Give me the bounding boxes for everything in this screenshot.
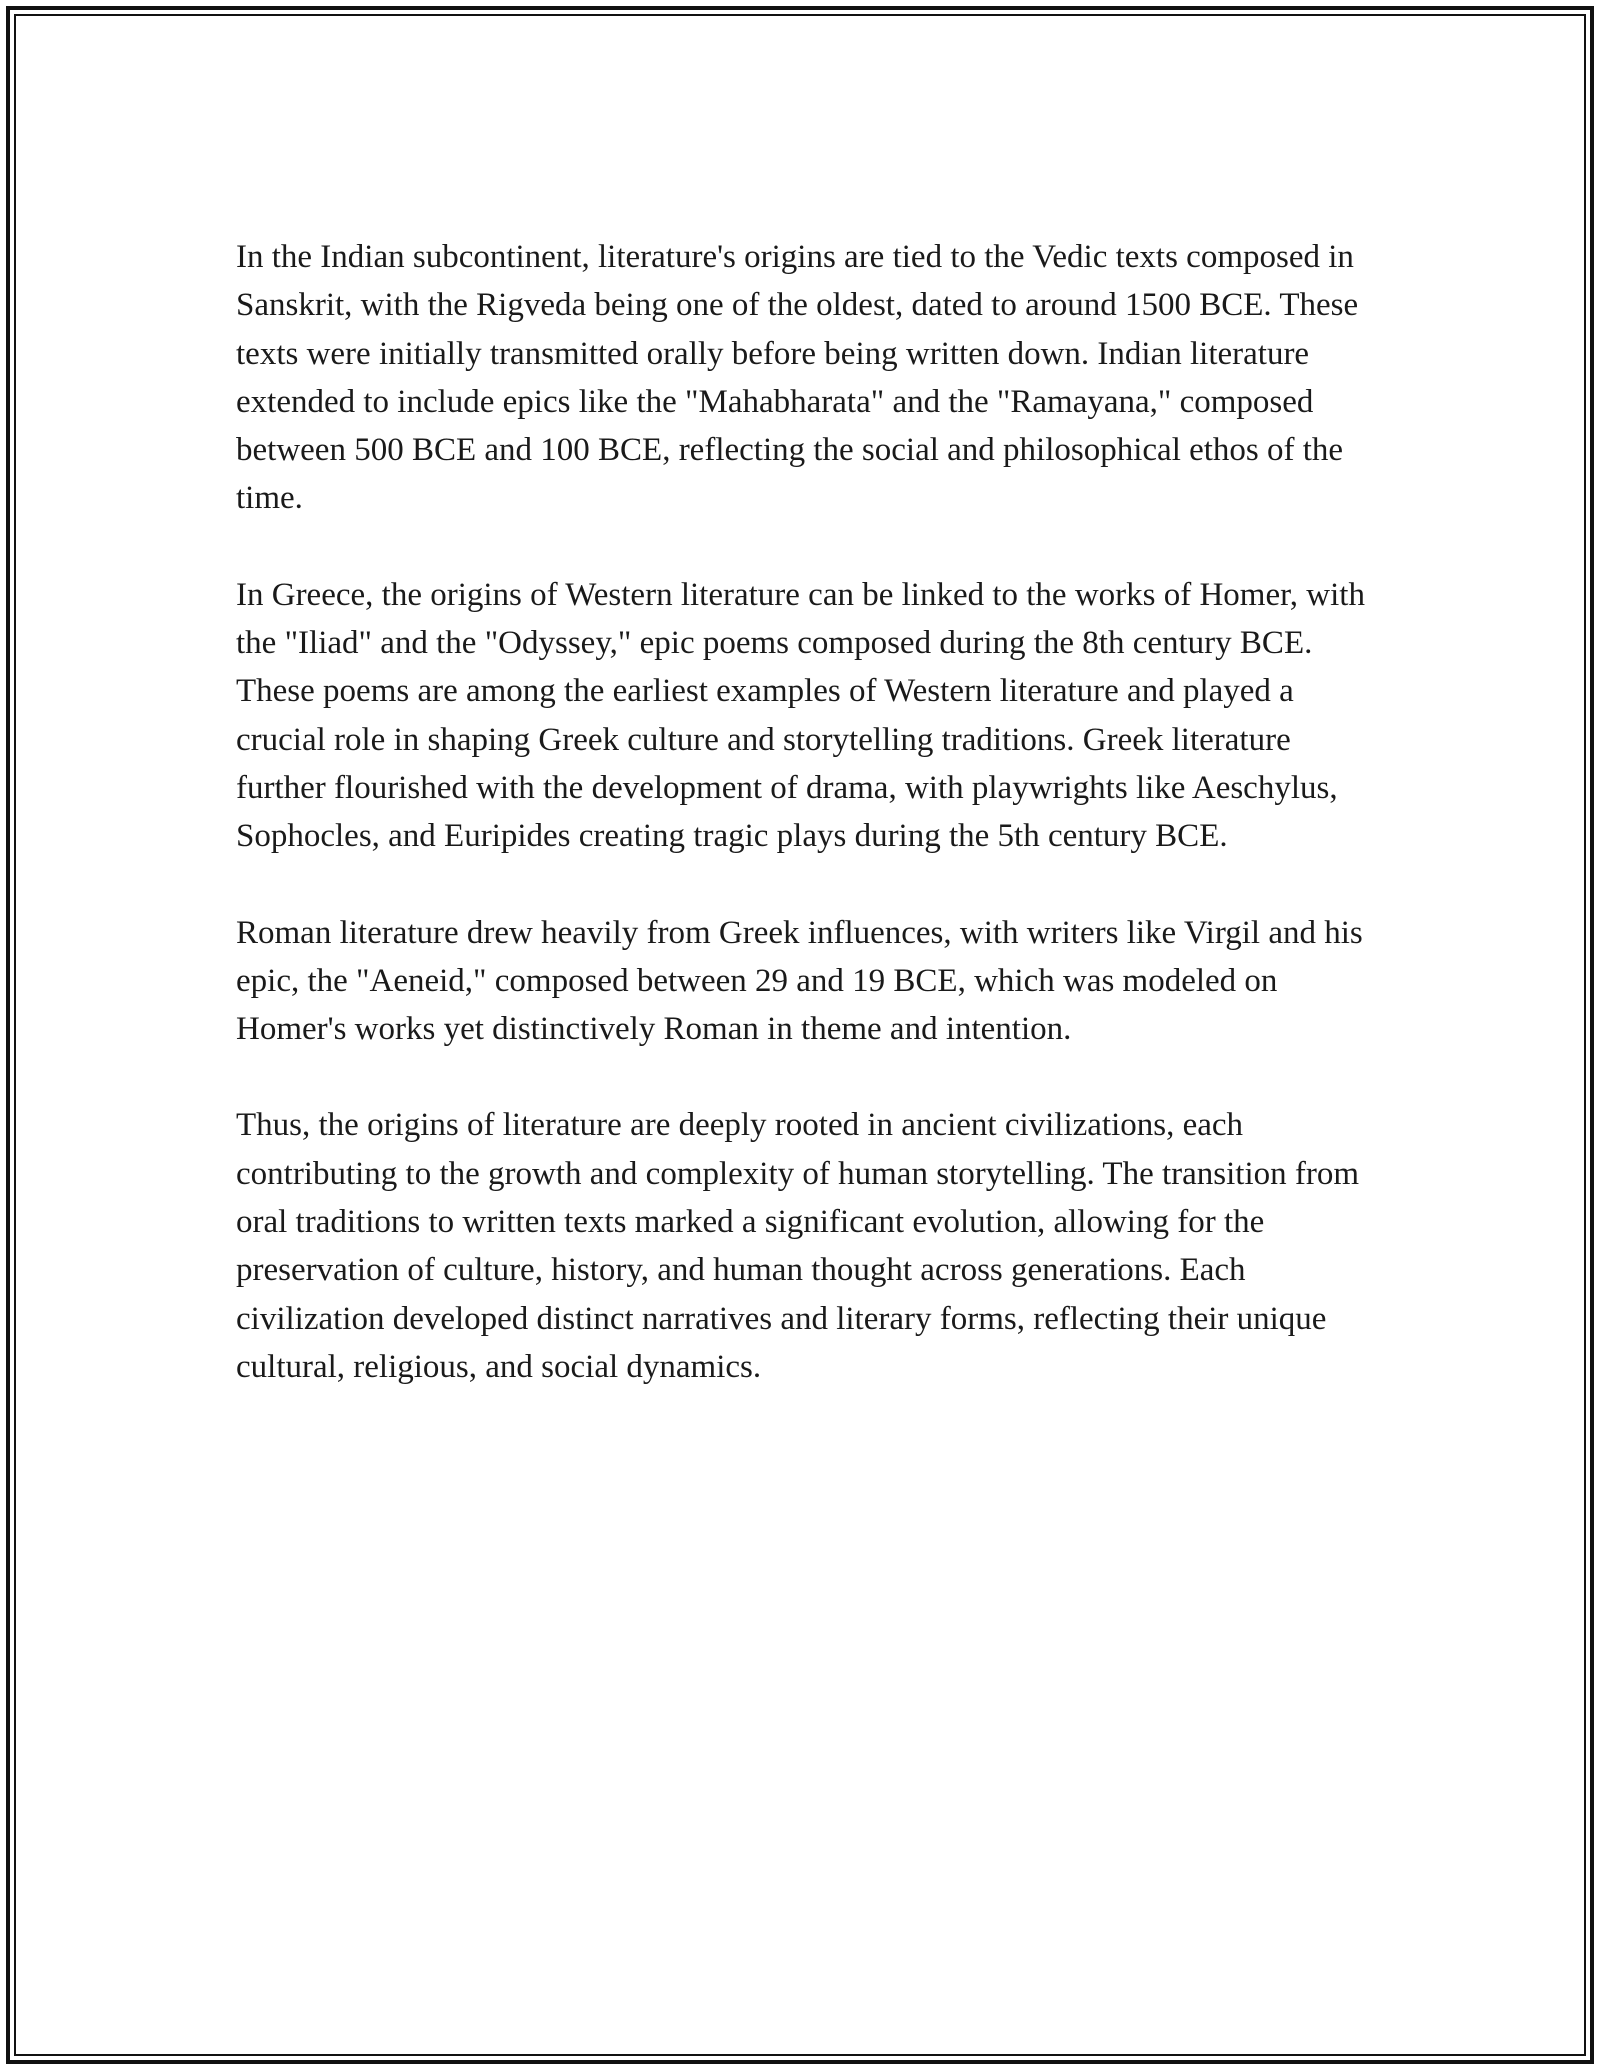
- paragraph-indian-literature: In the Indian subcontinent, literature's origins are tied to the Vedic texts composed in Sanskrit, with the Rigveda being one of the oldest, dated to around 1500 BCE. These texts were initially transmitted orally before being written down. Indian literature extended to include epics like the "Mahabharata" and the "Ramayana," composed between 500 BCE and 100 BCE, reflecting the social and philosophical ethos of the time.: [236, 239, 1359, 517]
- paragraph-roman-literature: Roman literature drew heavily from Greek influences, with writers like Virgil and his epic, the "Aeneid," composed between 29 and 19 BCE, which was modeled on Homer's works yet distinctively Roman in theme and intention.: [236, 914, 1363, 1048]
- paragraph-conclusion: Thus, the origins of literature are deeply rooted in ancient civilizations, each contributing to the growth and complexity of human storytelling. The transition from oral traditions to written texts marked a significant evolution, allowing for the preservation of culture, history, and human thought across generations. Each civilization developed distinct narratives and literary forms, reflecting their unique cultural, religious, and social dynamics.: [236, 1107, 1360, 1385]
- document-body: [236, 233, 1376, 1439]
- paragraph-greek-literature: In Greece, the origins of Western literature can be linked to the works of Homer, with the "Iliad" and the "Odyssey," epic poems composed during the 8th century BCE. These poems are among the earliest examples of Western literature and played a crucial role in shaping Greek culture and storytelling traditions. Greek literature further flourished with the development of drama, with playwrights like Aeschylus, Sophocles, and Euripides creating tragic plays during the 5th century BCE.: [236, 576, 1365, 855]
